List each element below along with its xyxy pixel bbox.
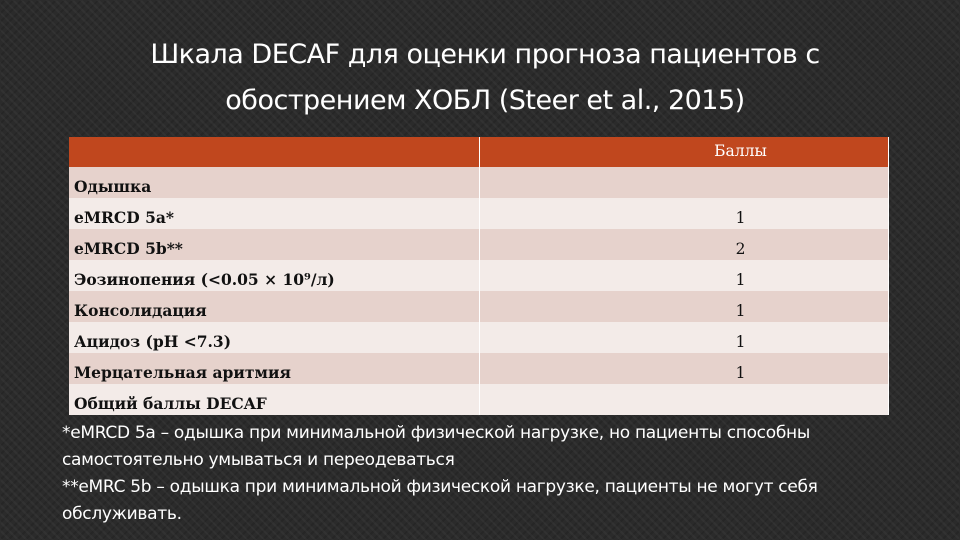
table-row [69, 384, 888, 415]
row-label: Ацидоз (pH <7.3) [69, 322, 479, 353]
row-score: 1 [479, 291, 888, 322]
row-score: 1 [479, 260, 888, 291]
header-label-cell [69, 137, 479, 167]
row-score [479, 384, 888, 415]
row-score: 2 [479, 229, 888, 260]
table-row [69, 291, 888, 322]
table-header-row [69, 137, 888, 167]
footnotes [62, 420, 922, 528]
footnote-1-line-2: самостоятельно умываться и переодеваться [62, 450, 455, 470]
row-label: Консолидация [69, 291, 479, 322]
row-label: eMRCD 5b** [69, 229, 479, 260]
header-score-cell: Баллы [479, 137, 888, 167]
table-row [69, 167, 888, 198]
row-score [479, 167, 888, 198]
decaf-table [69, 137, 889, 415]
footnote-1-line-1: *eMRCD 5a – одышка при минимальной физической нагрузке, но пациенты способны [62, 423, 810, 443]
footnote-2-line-1: **eMRC 5b – одышка при минимальной физической нагрузке, пациенты не могут себя [62, 477, 818, 497]
table-row [69, 260, 888, 291]
row-score: 1 [479, 198, 888, 229]
footnote-2-line-2: обслуживать. [62, 504, 182, 524]
row-score: 1 [479, 353, 888, 384]
row-label: eMRCD 5a* [69, 198, 479, 229]
title-line-2: обострением ХОБЛ (Steer et al., 2015) [225, 85, 745, 116]
row-label: Одышка [69, 167, 479, 198]
table-row [69, 322, 888, 353]
row-label: Эозинопения (<0.05 × 10⁹/л) [69, 260, 479, 291]
row-label: Мерцательная аритмия [69, 353, 479, 384]
table-row [69, 198, 888, 229]
table-row [69, 353, 888, 384]
row-score: 1 [479, 322, 888, 353]
slide-title [70, 32, 900, 124]
table-row [69, 229, 888, 260]
title-line-1: Шкала DECAF для оценки прогноза пациентов с [150, 39, 820, 70]
row-label: Общий баллы DECAF [69, 384, 479, 415]
